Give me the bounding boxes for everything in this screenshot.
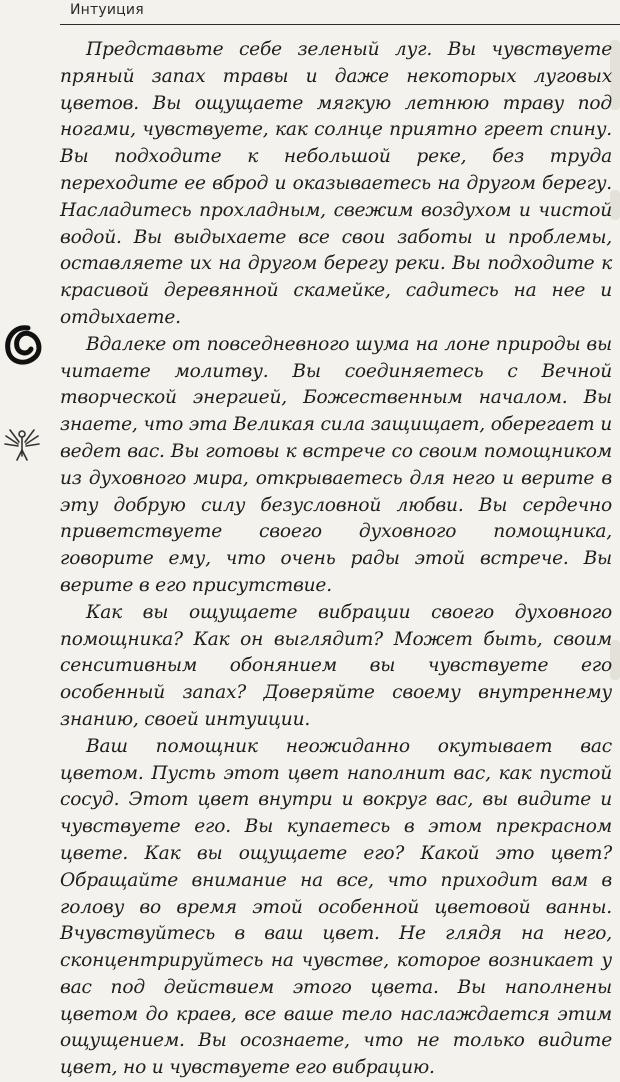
- running-head: Интуиция: [70, 2, 144, 18]
- spiral-icon: [2, 322, 46, 368]
- paragraph: Как вы ощущаете вибрации своего духовного помощника? Как он выглядит? Может быть, своим сенситивным обонянием вы чувствуете его особенный запах? Доверяйте своему внутреннему знанию, своей интуиции.: [60, 601, 612, 730]
- angel-icon: [2, 420, 42, 464]
- page-header: [60, 0, 620, 25]
- paragraph: Представьте себе зеленый луг. Вы чувствуете пряный запах травы и даже некоторых луговых цветов. Вы ощущаете мягкую летнюю траву под ногами, чувствуете, как солнце приятно греет спину. Вы подходите к небольшой реке, без труда переходите ее вброд и оказываетесь на другом берегу. Насладитесь прохладным, свежим воздухом и чистой водой. Вы выдыхаете все свои заботы и проблемы, оставляете их на другом берегу реки. Вы подходите к красивой деревянной скамейке, садитесь на нее и отдыхаете.: [60, 39, 612, 328]
- paragraph: Ваш помощник неожиданно окутывает вас цветом. Пусть этот цвет наполнит вас, как пустой сосуд. Этот цвет внутри и вокруг вас, вы видите и чувствуете его. Вы купаетесь в этом прекрасном цвете. Как вы ощущаете его? Какой это цвет? Обращайте внимание на все, что приходит вам в голову во время этой особенной цветовой ванны. Вчувствуйтесь в ваш цвет. Не глядя на него, сконцентрируйтесь на чувстве, которое возникает у вас под действием этого цвета. Вы наполнены цветом до краев, все ваше тело наслаждается этим ощущением. Вы осознаете, что не только видите цвет, но и чувствуете его вибрацию.: [60, 735, 612, 1079]
- text-body: [60, 37, 612, 1082]
- paragraph: Вдалеке от повседневного шума на лоне природы вы читаете молитву. Вы соединяетесь с Вечной творческой энергией, Божественным началом. Вы знаете, что эта Великая сила защищает, оберегает и ведет вас. Вы готовы к встрече со своим помощником из духовного мира, открываетесь для него и верите в эту добрую силу безусловной любви. Вы сердечно приветствуете своего духовного помощника, говорите ему, что очень рады этой встрече. Вы верите в его присутствие.: [60, 333, 612, 596]
